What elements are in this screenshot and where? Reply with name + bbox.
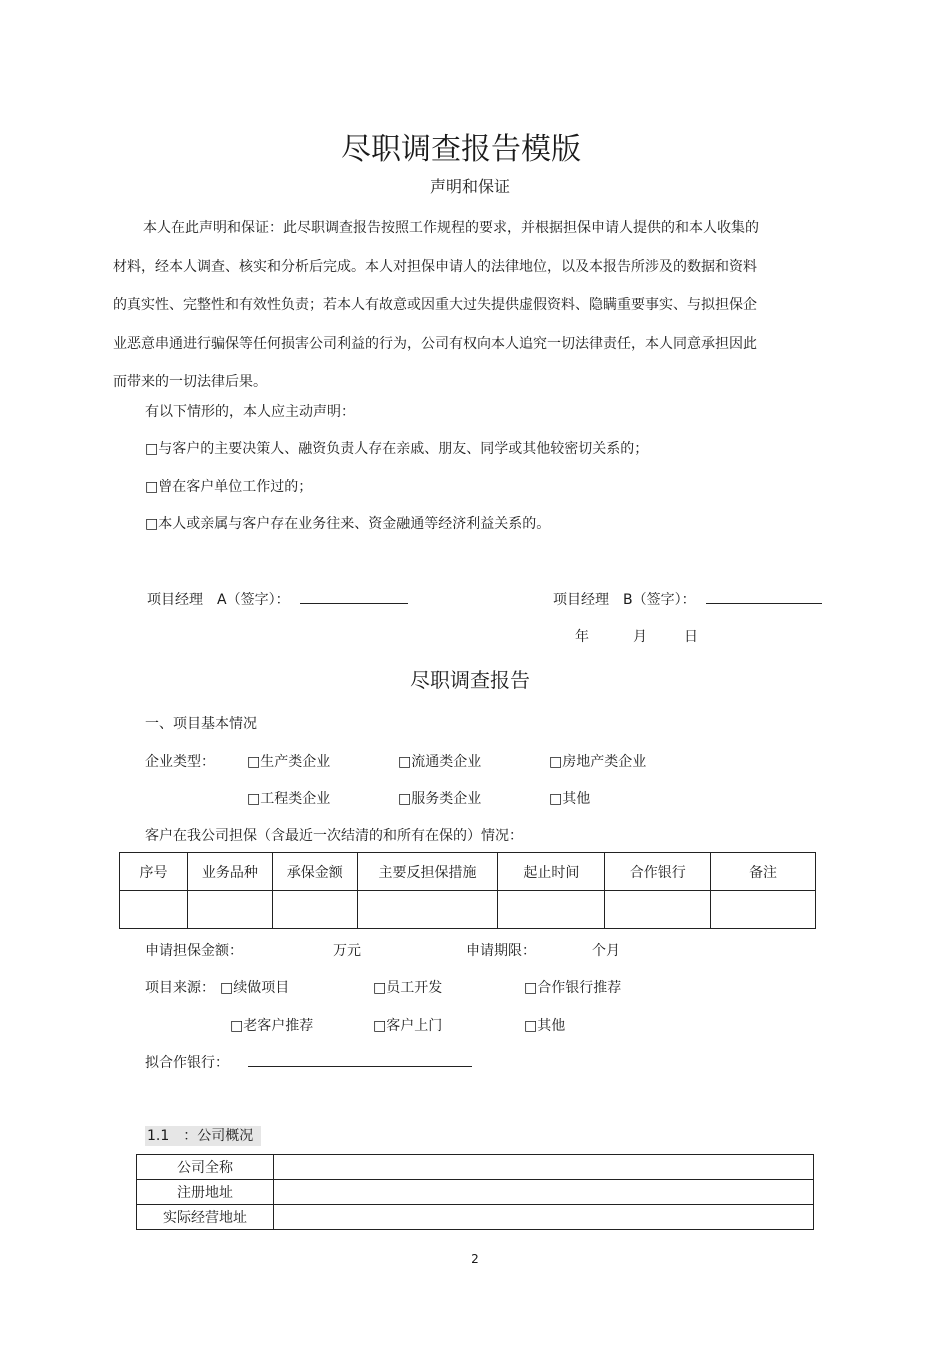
table-cell[interactable]: [120, 891, 188, 929]
table-header: 序号: [120, 853, 188, 891]
source-label: 项目来源：: [145, 980, 215, 996]
document-title: 尽职调查报告模版: [341, 132, 581, 167]
enterprise-type-option[interactable]: □工程类企业: [247, 791, 331, 807]
table-header: 起止时间: [498, 853, 605, 891]
guarantee-caption: 客户在我公司担保（含最近一次结清的和所有在保的）情况：: [145, 828, 523, 844]
table-row: [120, 891, 816, 929]
term-label: 申请期限：: [466, 943, 536, 959]
table-cell[interactable]: [272, 891, 357, 929]
company-info-table: [136, 1154, 814, 1230]
date-month: 月: [633, 629, 647, 645]
guarantee-table: [119, 852, 816, 929]
enterprise-type-option[interactable]: □生产类企业: [247, 754, 331, 770]
enterprise-type-option[interactable]: □其他: [549, 791, 591, 807]
page-number: 2: [471, 1252, 479, 1266]
signature-line-a[interactable]: [300, 589, 408, 604]
enterprise-type-option[interactable]: □房地产类企业: [549, 754, 647, 770]
situation-item: □本人或亲属与客户存在业务往来、资金融通等经济利益关系的。: [145, 516, 551, 532]
bank-input-line[interactable]: [248, 1052, 472, 1067]
amount-label: 申请担保金额：: [145, 943, 243, 959]
table-header: 业务品种: [187, 853, 272, 891]
table-header-row: [120, 853, 816, 891]
table-row: [137, 1155, 814, 1180]
table-header: 主要反担保措施: [357, 853, 498, 891]
report-title: 尽职调查报告: [410, 668, 530, 692]
table-cell[interactable]: [605, 891, 711, 929]
situations-intro: 有以下情形的，本人应主动声明：: [145, 404, 355, 420]
enterprise-type-option[interactable]: □流通类企业: [398, 754, 482, 770]
date-year: 年: [575, 629, 589, 645]
table-cell[interactable]: [274, 1205, 814, 1230]
declaration-heading: 声明和保证: [429, 177, 510, 196]
table-cell[interactable]: [357, 891, 498, 929]
declaration-body: 本人在此声明和保证：此尽职调查报告按照工作规程的要求，并根据担保申请人提供的和本人收集的材料，经本人调查、核实和分析后完成。本人对担保申请人的法律地位，以及本报告所涉及的数据和资料的真实性、完整性和有效性负责；若本人有故意或因重大过失提供虚假资料、隐瞒重要事实、与拟担保企业恶意串通进行骗保等任何损害公司利益的行为，公司有权向本人追究一切法律责任，本人同意承担因此而带来的一切法律后果。: [113, 220, 759, 390]
situation-item: □与客户的主要决策人、融资负责人存在亲戚、朋友、同学或其他较密切关系的；: [145, 441, 649, 457]
source-option[interactable]: □员工开发: [373, 980, 443, 996]
source-option[interactable]: □其他: [524, 1018, 566, 1034]
table-cell[interactable]: [187, 891, 272, 929]
table-cell[interactable]: [498, 891, 605, 929]
date-day: 日: [684, 629, 698, 645]
table-header: 备注: [711, 853, 816, 891]
section-heading: 一、项目基本情况: [145, 716, 257, 732]
term-unit: 个月: [592, 943, 620, 959]
table-row: [137, 1180, 814, 1205]
source-option[interactable]: □续做项目: [220, 980, 290, 996]
section-1-1-heading: 1.1 ：公司概况: [145, 1125, 261, 1145]
situation-item: □曾在客户单位工作过的；: [145, 479, 313, 495]
table-row: [137, 1205, 814, 1230]
table-cell[interactable]: [711, 891, 816, 929]
table-label: 注册地址: [137, 1180, 274, 1205]
source-option[interactable]: □客户上门: [373, 1018, 443, 1034]
table-cell[interactable]: [274, 1180, 814, 1205]
signature-manager-a: 项目经理 A（签字）：: [147, 589, 408, 609]
source-option[interactable]: □老客户推荐: [230, 1018, 314, 1034]
signature-manager-b: 项目经理 B（签字）：: [553, 589, 822, 609]
table-cell[interactable]: [274, 1155, 814, 1180]
amount-unit: 万元: [333, 943, 361, 959]
enterprise-type-label: 企业类型：: [145, 754, 215, 770]
table-label: 公司全称: [137, 1155, 274, 1180]
bank-label: 拟合作银行：: [145, 1055, 229, 1071]
table-label: 实际经营地址: [137, 1205, 274, 1230]
table-header: 合作银行: [605, 853, 711, 891]
source-option[interactable]: □合作银行推荐: [524, 980, 622, 996]
enterprise-type-option[interactable]: □服务类企业: [398, 791, 482, 807]
signature-line-b[interactable]: [706, 589, 822, 604]
table-header: 承保金额: [272, 853, 357, 891]
